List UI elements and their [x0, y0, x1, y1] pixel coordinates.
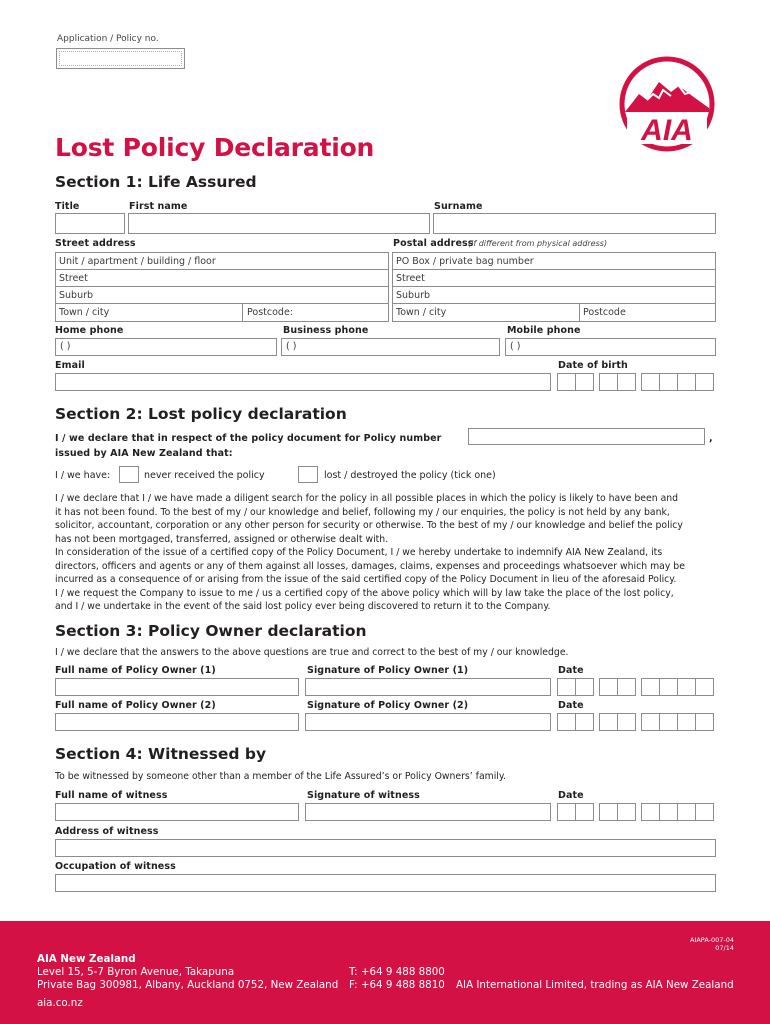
date-digit-box[interactable]: [557, 803, 576, 821]
owner2-name-field[interactable]: [55, 713, 299, 731]
date-digit-box[interactable]: [677, 678, 696, 696]
footer-trading: AIA International Limited, trading as AIA New Zealand: [456, 979, 734, 991]
page-title: Lost Policy Declaration: [55, 133, 375, 162]
declare-line1: I / we declare that in respect of the policy document for Policy number: [55, 433, 442, 444]
home-phone-prefix: ( ): [60, 341, 71, 352]
footer-phone: T: +64 9 488 8800: [349, 966, 445, 978]
declare-line2: issued by AIA New Zealand that:: [55, 448, 233, 459]
date-digit-box[interactable]: [599, 713, 618, 731]
owner1-name-label: Full name of Policy Owner (1): [55, 665, 216, 676]
never-received-checkbox[interactable]: [119, 466, 139, 483]
date-digit-box[interactable]: [641, 713, 660, 731]
witness-name-label: Full name of witness: [55, 790, 168, 801]
date-digit-box[interactable]: [599, 373, 618, 391]
business-phone-field[interactable]: [281, 338, 500, 356]
title-label: Title: [55, 201, 80, 212]
witness-signature-field[interactable]: [305, 803, 551, 821]
aia-logo: [617, 54, 717, 154]
date-digit-box[interactable]: [677, 713, 696, 731]
declaration-line: incurred as a consequence of or arising from the issue of the said certified copy of the Policy Document in lieu of the aforesaid Policy.: [55, 574, 677, 585]
mobile-phone-prefix: ( ): [510, 341, 521, 352]
business-phone-label: Business phone: [283, 325, 369, 336]
postal-street-field[interactable]: Street: [396, 273, 425, 284]
street-address-label: Street address: [55, 238, 136, 249]
owner2-date-label: Date: [558, 700, 584, 711]
date-digit-box[interactable]: [695, 803, 714, 821]
home-phone-field[interactable]: [55, 338, 277, 356]
footer-website[interactable]: aia.co.nz: [37, 997, 83, 1009]
owner1-date-field[interactable]: [557, 678, 717, 696]
date-digit-box[interactable]: [617, 373, 636, 391]
form-code: AIAPA-007-04: [690, 936, 734, 944]
date-digit-box[interactable]: [659, 373, 678, 391]
footer-fax: F: +64 9 488 8810: [349, 979, 445, 991]
street-unit-field[interactable]: Unit / apartment / building / floor: [59, 256, 216, 267]
date-digit-box[interactable]: [617, 803, 636, 821]
dob-field[interactable]: [557, 373, 717, 391]
declaration-line: solicitor, accountant, corporation or any other person for security or otherwise. To the best of my / our knowledge and belief the policy: [55, 520, 683, 531]
street-postcode-field[interactable]: Postcode:: [247, 307, 293, 318]
postal-postcode-field[interactable]: Postcode: [583, 307, 626, 318]
section1-heading: Section 1: Life Assured: [55, 173, 257, 191]
owner2-sig-label: Signature of Policy Owner (2): [307, 700, 469, 711]
policy-no-label: Application / Policy no.: [57, 34, 159, 44]
owner2-date-field[interactable]: [557, 713, 717, 731]
date-digit-box[interactable]: [557, 373, 576, 391]
section4-intro: To be witnessed by someone other than a member of the Life Assured’s or Policy Owners’ family.: [55, 771, 507, 782]
postal-address-label: Postal address: [393, 238, 474, 249]
policy-no-inner-border: [59, 51, 182, 66]
declaration-paragraph: [55, 492, 717, 614]
postal-address-note: (if different from physical address): [468, 239, 608, 248]
owner1-name-field[interactable]: [55, 678, 299, 696]
postal-suburb-field[interactable]: Suburb: [396, 290, 431, 301]
section3-heading: Section 3: Policy Owner declaration: [55, 622, 367, 640]
declaration-line: has not been mortgaged, transferred, assigned or otherwise dealt with.: [55, 533, 389, 545]
date-digit-box[interactable]: [617, 678, 636, 696]
street-street-field[interactable]: Street: [59, 273, 88, 284]
date-digit-box[interactable]: [575, 678, 594, 696]
home-phone-label: Home phone: [55, 325, 124, 336]
surname-label: Surname: [434, 201, 483, 212]
witness-address-field[interactable]: [55, 839, 716, 857]
declaration-line: In consideration of the issue of a certified copy of the Policy Document, I / we hereby undertake to indemnify AIA New Zealand, its: [55, 547, 663, 558]
date-digit-box[interactable]: [695, 373, 714, 391]
date-digit-box[interactable]: [617, 713, 636, 731]
date-digit-box[interactable]: [677, 373, 696, 391]
mobile-phone-field[interactable]: [505, 338, 716, 356]
dob-label: Date of birth: [558, 360, 628, 371]
witness-occupation-label: Occupation of witness: [55, 861, 176, 872]
email-field[interactable]: [55, 373, 551, 391]
declaration-line: I / we declare that I / we have made a diligent search for the policy in all possible places in which the policy is likely to have been and: [55, 493, 679, 504]
date-digit-box[interactable]: [659, 803, 678, 821]
date-digit-box[interactable]: [677, 803, 696, 821]
footer-company: AIA New Zealand: [37, 953, 136, 965]
date-digit-box[interactable]: [575, 713, 594, 731]
declaration-line: it has not been found. To the best of my / our knowledge and belief, following my / our enquiries, the policy is not held by any bank,: [55, 506, 670, 518]
mobile-phone-label: Mobile phone: [507, 325, 581, 336]
street-suburb-field[interactable]: Suburb: [59, 290, 94, 301]
business-phone-prefix: ( ): [286, 341, 297, 352]
date-digit-box[interactable]: [695, 678, 714, 696]
declaration-line: directors, officers and agents or any of them against all losses, damages, claims, expenses and proceedings whatsoever which may be: [55, 560, 685, 572]
footer-address1: Level 15, 5-7 Byron Avenue, Takapuna: [37, 966, 235, 978]
lost-destroyed-checkbox[interactable]: [298, 466, 318, 483]
declaration-line: and I / we undertake in the event of the said lost policy ever being discovered to return it to the Company.: [55, 601, 551, 612]
date-digit-box[interactable]: [659, 678, 678, 696]
witness-sig-label: Signature of witness: [307, 790, 420, 801]
section4-heading: Section 4: Witnessed by: [55, 745, 267, 763]
title-field[interactable]: [55, 213, 125, 234]
witness-date-label: Date: [558, 790, 584, 801]
footer: [0, 921, 770, 1024]
date-digit-box[interactable]: [557, 713, 576, 731]
email-label: Email: [55, 360, 85, 371]
footer-address2: Private Bag 300981, Albany, Auckland 0752, New Zealand: [37, 979, 339, 991]
postal-pobox-field[interactable]: PO Box / private bag number: [396, 256, 534, 267]
policy-no-field[interactable]: [56, 48, 185, 69]
date-digit-box[interactable]: [659, 713, 678, 731]
witness-name-field[interactable]: [55, 803, 299, 821]
date-digit-box[interactable]: [695, 713, 714, 731]
owner1-sig-label: Signature of Policy Owner (1): [307, 665, 469, 676]
aia-wordmark: AIA: [641, 114, 693, 147]
date-digit-box[interactable]: [599, 803, 618, 821]
date-digit-box[interactable]: [575, 803, 594, 821]
owner1-signature-field[interactable]: [305, 678, 551, 696]
i-we-have-label: I / we have:: [55, 470, 111, 481]
owner1-date-label: Date: [558, 665, 584, 676]
aia-logo-graphic: [617, 54, 717, 154]
witness-occupation-field[interactable]: [55, 874, 716, 892]
date-digit-box[interactable]: [641, 803, 660, 821]
first-name-field[interactable]: [128, 213, 430, 234]
date-digit-box[interactable]: [641, 678, 660, 696]
form-date: 07/14: [715, 944, 734, 952]
policy-number-field[interactable]: [468, 428, 705, 445]
declaration-line: I / we request the Company to issue to me / us a certified copy of the above policy which will by law take the place of the lost policy,: [55, 587, 674, 599]
never-received-label: never received the policy: [144, 470, 265, 481]
date-digit-box[interactable]: [557, 678, 576, 696]
date-digit-box[interactable]: [641, 373, 660, 391]
postal-town-field[interactable]: Town / city: [396, 307, 447, 318]
first-name-label: First name: [129, 201, 188, 212]
street-town-field[interactable]: Town / city: [59, 307, 110, 318]
declare-comma: ,: [709, 433, 713, 444]
section2-heading: Section 2: Lost policy declaration: [55, 405, 347, 423]
witness-address-label: Address of witness: [55, 826, 159, 837]
date-digit-box[interactable]: [599, 678, 618, 696]
lost-destroyed-label: lost / destroyed the policy (tick one): [324, 470, 496, 481]
owner2-name-label: Full name of Policy Owner (2): [55, 700, 216, 711]
owner2-signature-field[interactable]: [305, 713, 551, 731]
surname-field[interactable]: [433, 213, 716, 234]
witness-date-field[interactable]: [557, 803, 717, 821]
date-digit-box[interactable]: [575, 373, 594, 391]
section3-intro: I / we declare that the answers to the above questions are true and correct to the best of my / our knowledge.: [55, 647, 569, 658]
